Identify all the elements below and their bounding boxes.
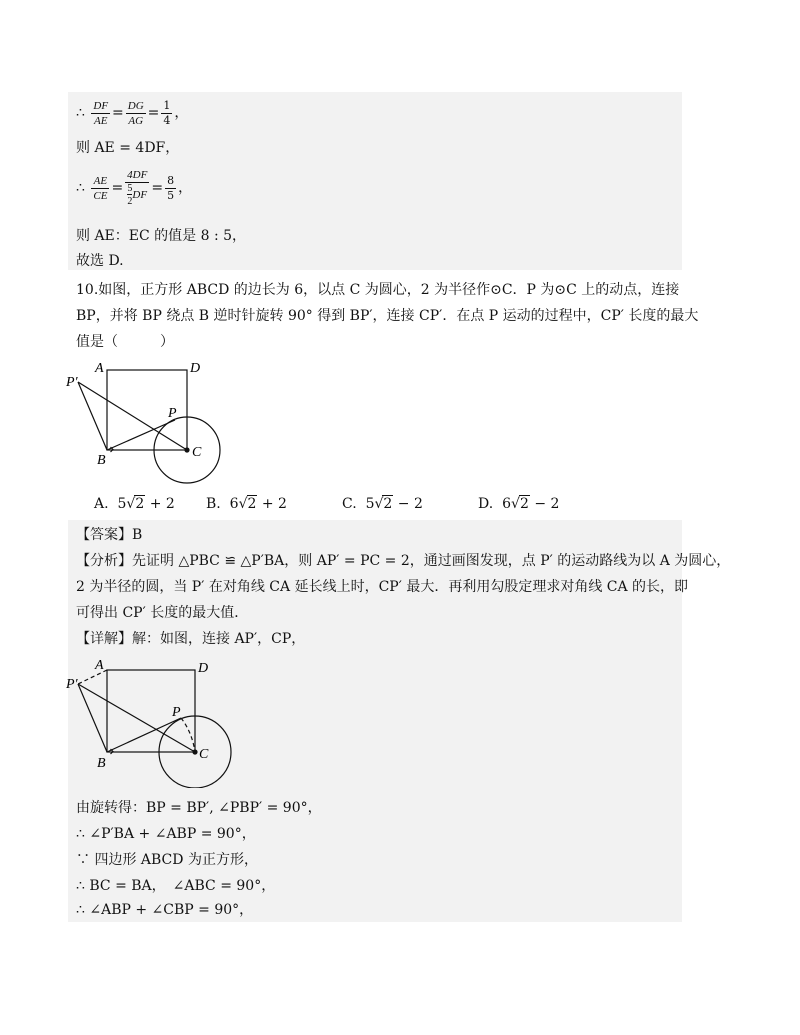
label-c: C [192, 445, 202, 460]
detail-proof-line-4: ∴ BC = BA， ∠ABC = 90°， [76, 878, 276, 894]
answer-label: 【答案】 [76, 527, 132, 543]
answer-line [76, 525, 142, 545]
label-p-prime: P′ [66, 375, 78, 390]
segment-bp-2 [107, 718, 181, 752]
fraction-df-ae: $\frac{DF}{AE}$ [93, 99, 109, 127]
segment-bp-prime [78, 382, 107, 450]
fraction-ae-ce: $\frac{AE}{CE}$ [93, 174, 108, 202]
fraction-8-5: $\frac{8}{5}$ [167, 173, 175, 202]
label-b-2: B [97, 756, 106, 771]
square-abcd-2 [107, 670, 195, 752]
detail-proof-line-3: ∵ 四边形 ABCD 为正方形， [76, 852, 258, 868]
label-a-2: A [95, 658, 104, 673]
label-a: A [95, 361, 104, 376]
segment-cp-dashed [181, 718, 195, 752]
question-line-3: 值是（ ） [76, 334, 174, 350]
point-c [184, 447, 189, 452]
question-figure [64, 358, 234, 488]
label-p-2: P [172, 705, 181, 720]
point-c-2 [192, 749, 197, 754]
fraction-1-4: $\frac{1}{4}$ [163, 98, 171, 127]
solution-line-3: ∴ $\frac{AE}{CE}$ = 4DF $\frac{5}{2}$ DF = $\frac{8}{5}$ ， [76, 169, 193, 207]
solution-line-4: 则 AE：EC 的值是 8 : 5， [76, 228, 247, 244]
segment-bp [107, 420, 175, 450]
label-b: B [97, 453, 106, 468]
detail-line: 【详解】解：如图，连接 AP′，CP， [76, 631, 306, 647]
option-b[interactable]: B. 6√2 + 2 [206, 496, 287, 512]
solution-line-1: ∴ $\frac{DF}{AE}$ = $\frac{DG}{AG}$ = $\frac{1}{4}$ ， [76, 98, 189, 127]
analysis-line-3: 可得出 CP′ 长度的最大值． [76, 605, 249, 621]
detail-label: 【详解】 [76, 631, 132, 647]
analysis-label: 【分析】 [76, 553, 132, 569]
fraction-4df: 4DF $\frac{5}{2}$ DF [127, 169, 148, 207]
answer-value: B [132, 527, 143, 543]
label-p-prime-2: P′ [66, 677, 78, 692]
detail-figure [64, 654, 244, 788]
detail-proof-line-2: ∴ ∠P′BA + ∠ABP = 90°， [76, 826, 256, 842]
label-p: P [168, 406, 177, 421]
fraction-dg-ag: $\frac{DG}{AG}$ [127, 99, 144, 127]
segment-bp-prime-2 [78, 684, 107, 752]
solution-line-2: 则 AE = 4DF， [76, 140, 180, 156]
detail-proof-line-5: ∴ ∠ABP + ∠CBP = 90°， [76, 902, 254, 918]
question-number: 10. [76, 282, 99, 298]
label-d-2: D [198, 661, 209, 676]
option-c[interactable]: C. 5√2 − 2 [342, 496, 423, 512]
option-d[interactable]: D. 6√2 − 2 [478, 496, 560, 512]
option-a[interactable]: A. 5√2 + 2 [94, 496, 175, 512]
question-line-2: BP，并将 BP 绕点 B 逆时针旋转 90° 得到 BP′，连接 CP′．在点 P 运动的过程中，CP′ 长度的最大 [76, 308, 699, 324]
solution-line-5: 故选 D. [76, 253, 124, 269]
analysis-line-2: 2 为半径的圆，当 P′ 在对角线 CA 延长线上时，CP′ 最大．再利用勾股定理求对角线 CA 的长，即 [76, 579, 689, 595]
analysis-line-1: 【分析】先证明 △PBC ≌ △P′BA，则 AP′ = PC = 2，通过画图发现，点 P′ 的运动路线为以 A 为圆心， [76, 553, 731, 569]
question-line-1: 10.如图，正方形 ABCD 的边长为 6，以点 C 为圆心，2 为半径作⊙C．P 为⊙C 上的动点，连接 [76, 282, 680, 298]
label-c-2: C [199, 747, 209, 762]
detail-proof-line-1: 由旋转得：BP = BP′, ∠PBP′ = 90°， [76, 800, 322, 816]
label-d: D [190, 361, 201, 376]
